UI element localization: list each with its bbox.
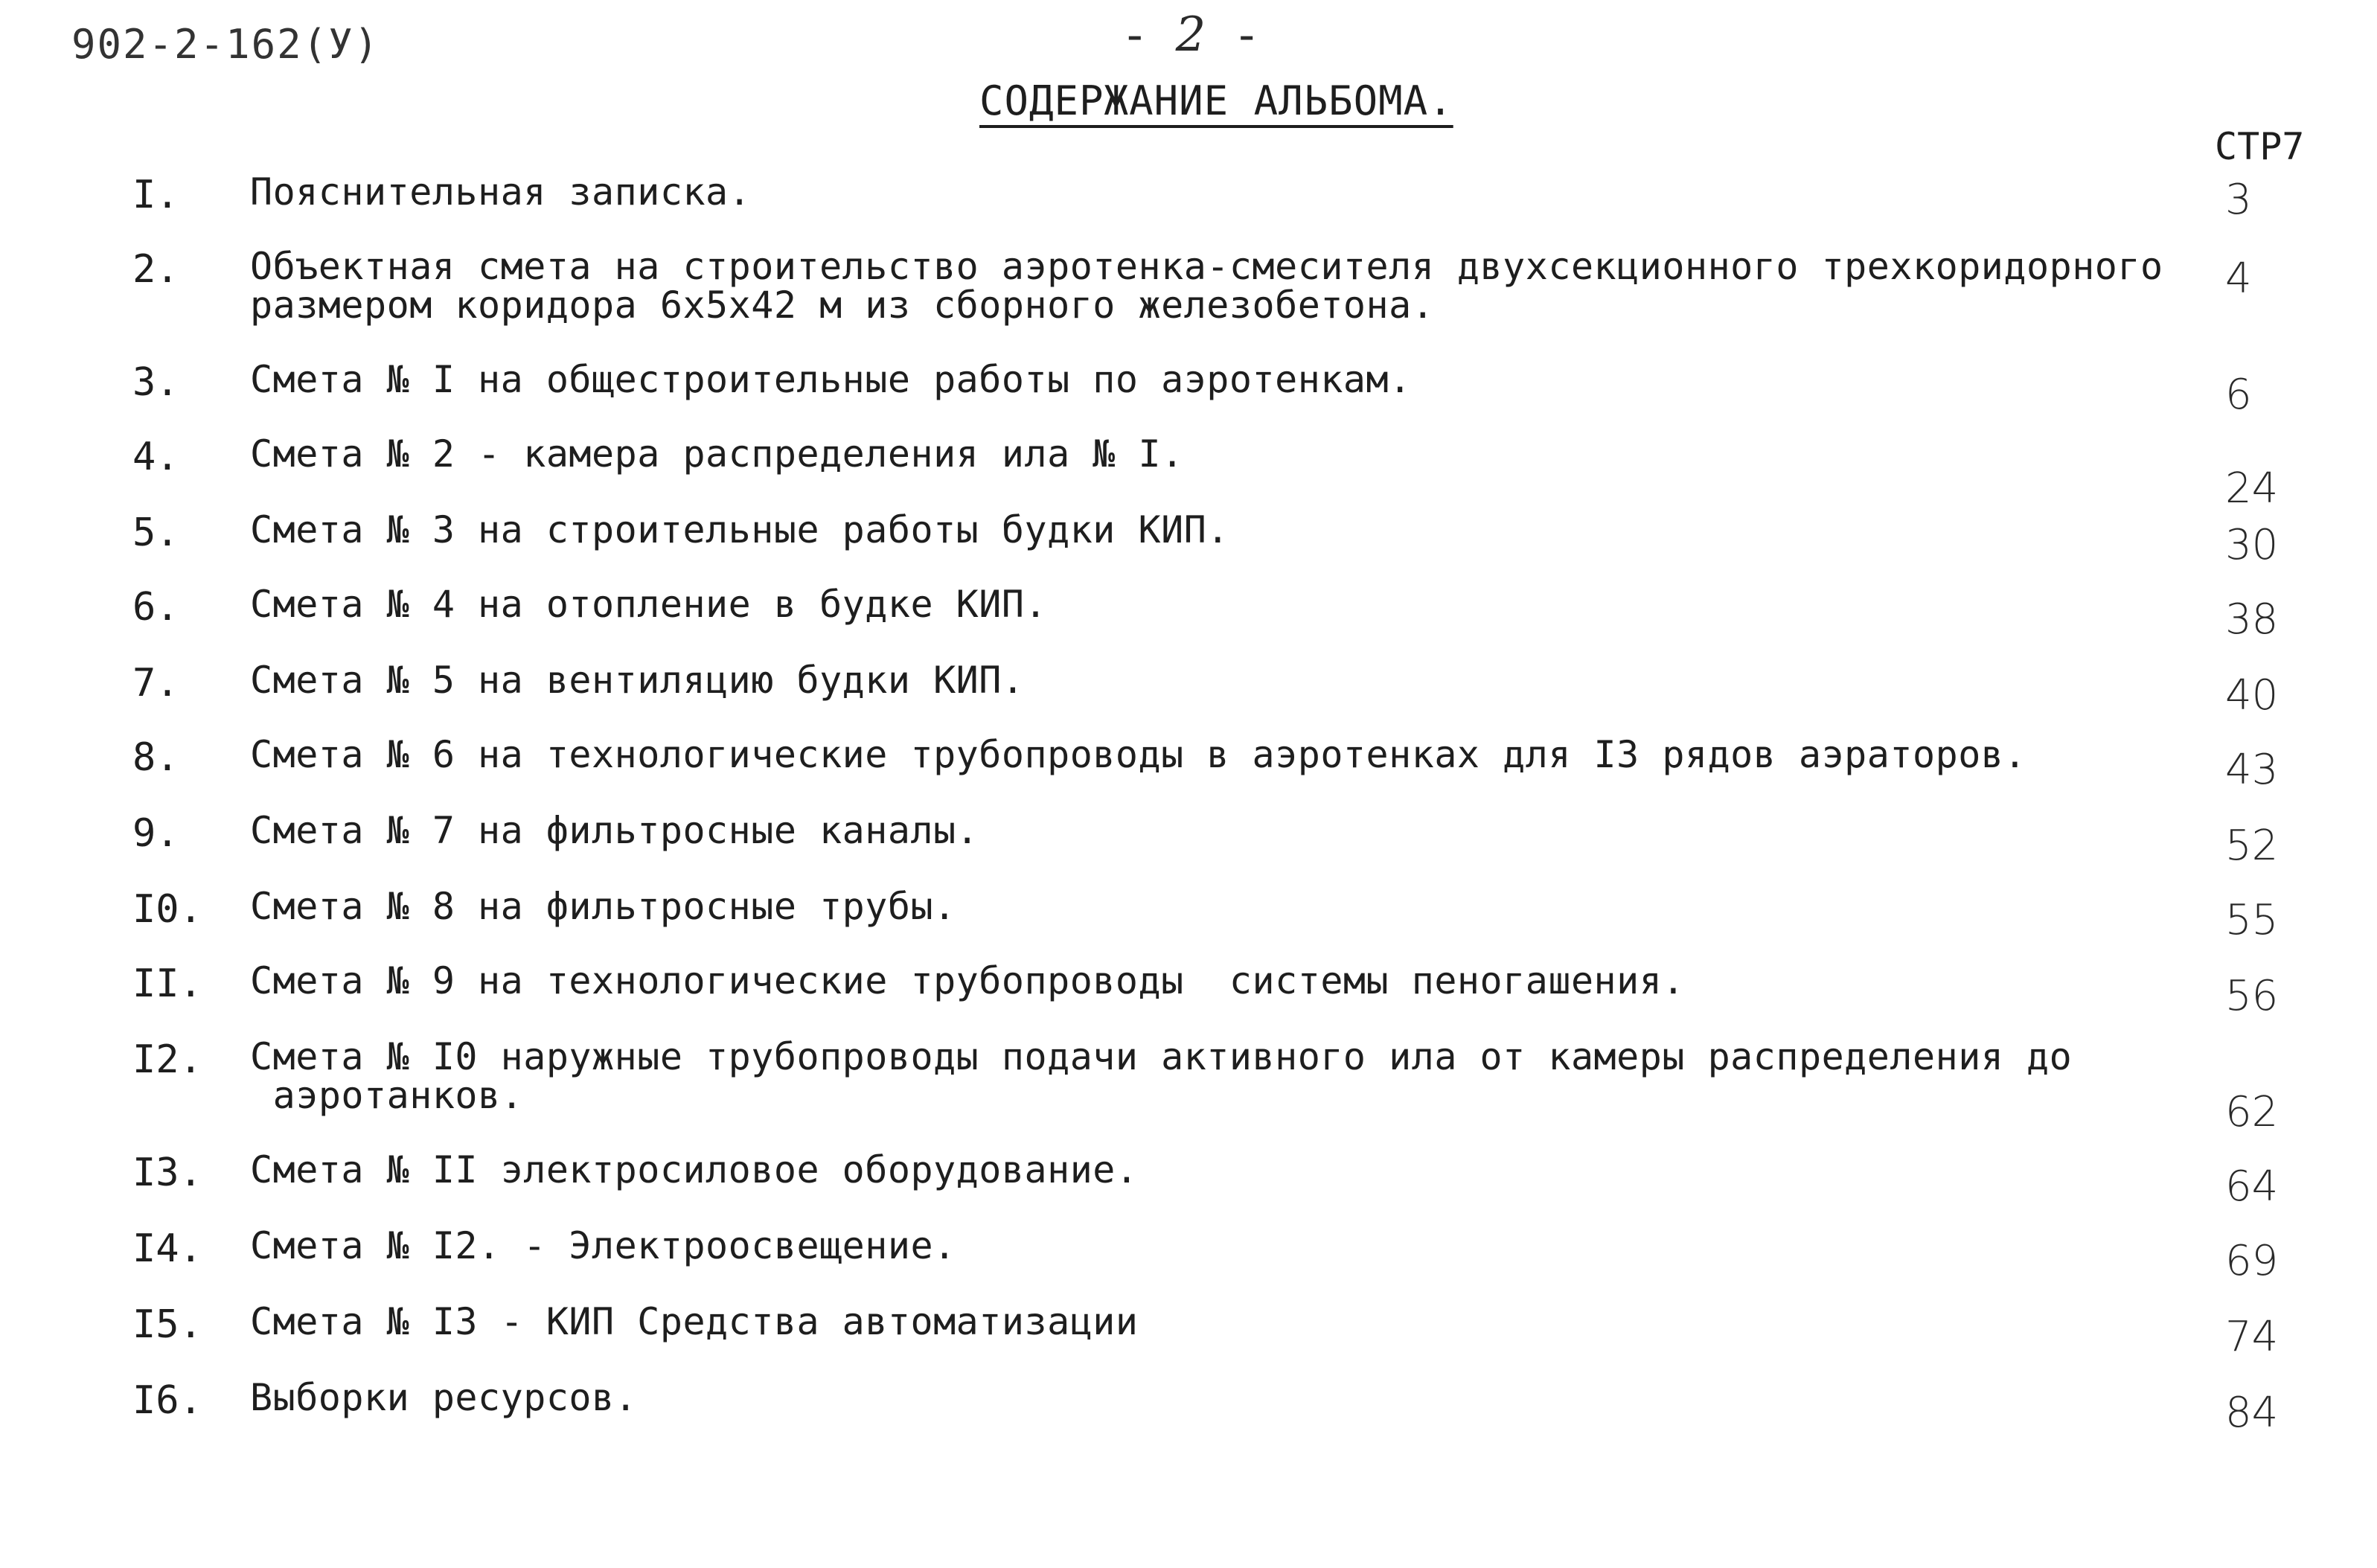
toc-row xyxy=(0,1302,2377,1377)
toc-number: 5. xyxy=(132,511,179,555)
toc-number: I. xyxy=(132,173,179,217)
toc-number: I4. xyxy=(132,1226,202,1271)
dash-right: - xyxy=(1238,7,1255,63)
toc-page: 38 xyxy=(2225,595,2279,644)
toc-page: 74 xyxy=(2225,1313,2279,1361)
toc-title: Смета № 9 на технологические трубопроводы системы пеногашения. xyxy=(250,959,1685,1002)
toc-title: Смета № 4 на отопление в будке КИП. xyxy=(250,583,1048,626)
toc-number: I6. xyxy=(132,1378,202,1423)
dash-left: - xyxy=(1127,7,1143,63)
page-title: СОДЕРЖАНИЕ АЛЬБОМА. xyxy=(979,77,1453,124)
toc-number: 3. xyxy=(132,360,179,405)
toc-page: 30 xyxy=(2225,521,2279,569)
toc-title: Смета № 2 - камера распределения ила № I. xyxy=(250,432,1184,476)
toc-row xyxy=(0,360,2377,435)
toc-number: II. xyxy=(132,961,202,1006)
toc-page: 55 xyxy=(2225,896,2279,944)
toc-title: Смета № I3 - КИП Средства автоматизации xyxy=(250,1300,1139,1343)
toc-title: Смета № 6 на технологические трубопроводы в аэротенках для I3 рядов аэраторов. xyxy=(250,733,2026,776)
toc-number: I2. xyxy=(132,1037,202,1082)
document-code: 902-2-162(У) xyxy=(71,21,380,68)
toc-page: 64 xyxy=(2225,1162,2279,1211)
toc-row xyxy=(0,508,2377,585)
toc-number: 8. xyxy=(132,735,179,780)
toc-number: 2. xyxy=(132,247,179,292)
toc-row xyxy=(0,887,2377,961)
page-number-value: 2 xyxy=(1175,7,1206,63)
toc-number: 9. xyxy=(132,811,179,856)
toc-title: Смета № 5 на вентиляцию будки КИП. xyxy=(250,659,1025,702)
toc-title: Смета № II электросиловое оборудование. xyxy=(250,1148,1139,1191)
toc-row xyxy=(0,585,2377,659)
toc-title: Смета № 8 на фильтросные трубы. xyxy=(250,885,956,928)
toc-row xyxy=(0,961,2377,1036)
toc-row xyxy=(0,1378,2377,1453)
toc-row xyxy=(0,661,2377,735)
toc-row xyxy=(0,1035,2377,1136)
toc-page: 40 xyxy=(2225,671,2279,720)
toc-title: Пояснительная записка. xyxy=(250,170,752,214)
toc-page: 24 xyxy=(2225,464,2279,513)
toc-page: 56 xyxy=(2225,972,2279,1020)
toc-page: 69 xyxy=(2225,1237,2279,1285)
toc-title: Смета № I2. - Электроосвещение. xyxy=(250,1224,956,1267)
toc-row xyxy=(0,1226,2377,1301)
toc-row xyxy=(0,1148,2377,1225)
toc-row xyxy=(0,432,2377,513)
page-number xyxy=(1094,7,1287,63)
toc-page: 84 xyxy=(2225,1389,2279,1437)
toc-title: Смета № I0 наружные трубопроводы подачи активного ила от камеры распределения до аэротанков. xyxy=(250,1035,2073,1117)
toc-number: I0. xyxy=(132,887,202,932)
toc-page: 4 xyxy=(2225,255,2252,303)
toc-page: 3 xyxy=(2225,176,2252,224)
toc-title: Объектная смета на строительство аэротенка-смесителя двухсекционного трехкоридорного размером коридора 6х5х42 м из сборного железобетона. xyxy=(250,245,2186,327)
toc-number: I5. xyxy=(132,1302,202,1347)
toc-row xyxy=(0,811,2377,886)
toc-title: Смета № I на общестроительные работы по аэротенкам. xyxy=(250,358,1412,401)
toc-row xyxy=(0,170,2377,247)
page-column-label: СТР7 xyxy=(2215,125,2305,168)
toc-number: 4. xyxy=(132,435,179,479)
toc-row xyxy=(0,735,2377,810)
toc-number: I3. xyxy=(132,1151,202,1195)
toc-row xyxy=(0,245,2377,327)
toc-title: Смета № 7 на фильтросные каналы. xyxy=(250,809,979,852)
toc-page: 43 xyxy=(2225,746,2279,794)
toc-page: 52 xyxy=(2225,822,2279,870)
toc-title: Выборки ресурсов. xyxy=(250,1376,638,1419)
toc-page: 62 xyxy=(2225,1088,2279,1136)
toc-title: Смета № 3 на строительные работы будки КИП. xyxy=(250,508,1229,551)
toc-number: 6. xyxy=(132,585,179,630)
toc-page: 6 xyxy=(2225,371,2252,419)
toc-number: 7. xyxy=(132,661,179,705)
